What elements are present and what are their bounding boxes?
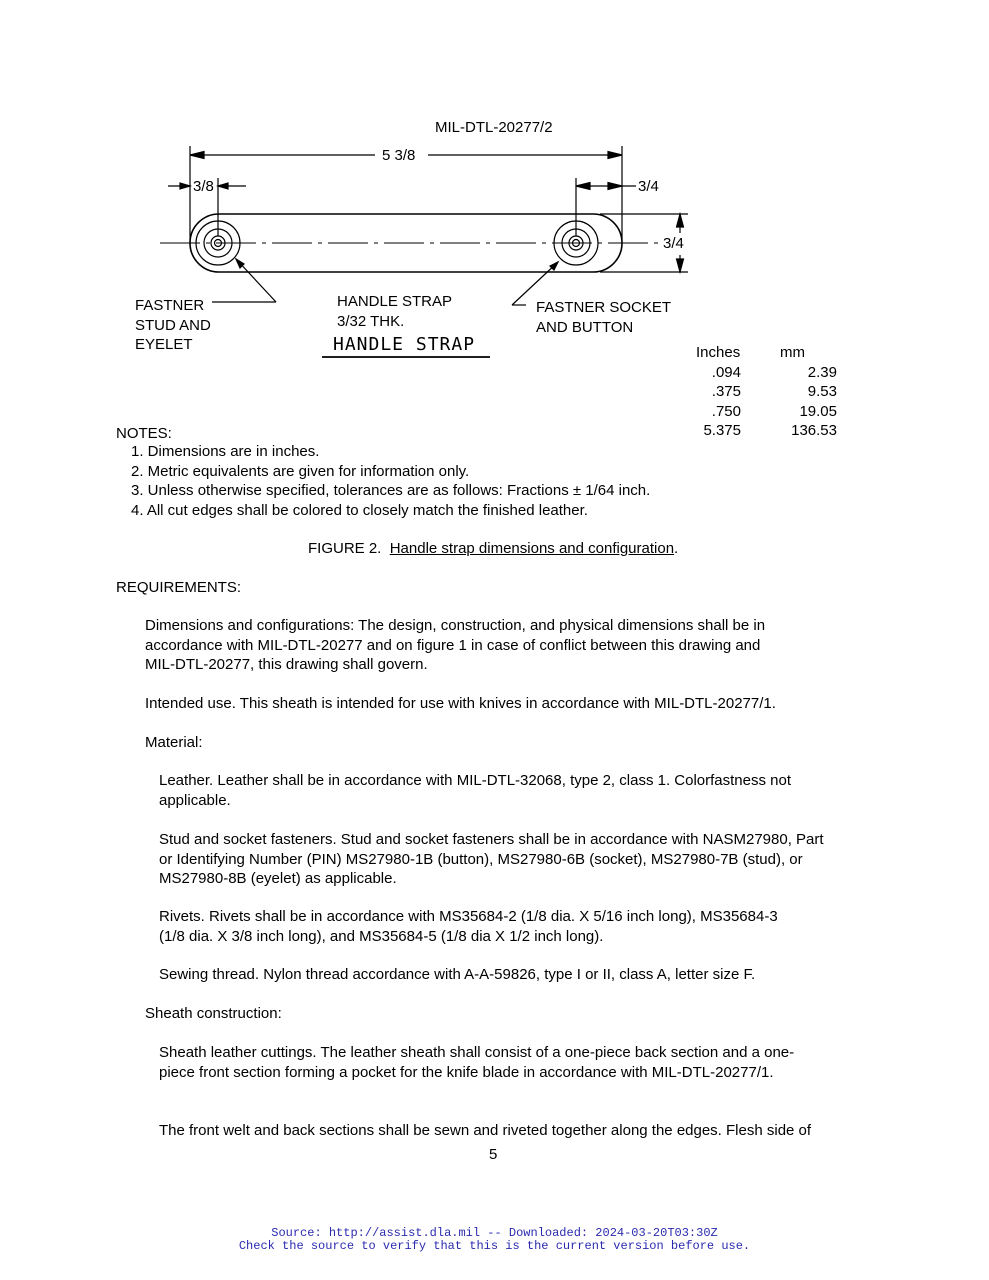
footer-source: Source: http://assist.dla.mil -- Downloaded: 2024-03-20T03:30Z — [271, 1226, 718, 1240]
thread-paragraph: Sewing thread. Nylon thread accordance with A-A-59826, type I or II, class A, letter size F. — [159, 966, 756, 983]
caption-label: FIGURE 2. — [308, 540, 382, 557]
mm-cell: 136.53 — [791, 422, 837, 439]
notes-heading: NOTES: — [116, 425, 172, 442]
dimensions-paragraph: Dimensions and configurations: The design, construction, and physical dimensions shall be in accordance with MIL-DTL-20277 and on figure 1 in case of conflict between this drawing and MIL-DTL-20277, this drawing shall govern. — [145, 617, 766, 673]
inches-cell: .094 — [711, 363, 741, 381]
dim-overall-label: 5 3/8 — [382, 147, 416, 164]
inches-cell: .750 — [711, 402, 741, 420]
table-row — [683, 363, 850, 383]
inches-cell: .375 — [711, 383, 741, 400]
inches-cell: 5.375 — [703, 422, 741, 439]
header-inches: Inches — [696, 344, 741, 361]
mm-cell: 19.05 — [799, 402, 837, 420]
page-number: 5 — [489, 1146, 498, 1163]
notes-list — [131, 442, 650, 520]
footer-check: Check the source to verify that this is the current version before use. — [238, 1239, 751, 1253]
caption-text: Handle strap dimensions and configuration — [389, 540, 675, 557]
list-item: 1. Dimensions are in inches. — [131, 443, 320, 460]
label-stud: FASTNER STUD AND EYELET — [135, 297, 211, 353]
table-row — [683, 402, 850, 422]
mm-cell: 2.39 — [807, 363, 837, 381]
list-item: 3. Unless otherwise specified, tolerances are as follows: Fractions ± 1/64 inch. — [131, 482, 651, 499]
dim-height-label: 3/4 — [663, 235, 684, 252]
conversion-table — [683, 343, 850, 441]
table-row — [683, 382, 850, 402]
dim-left-offset-label: 3/8 — [193, 178, 214, 195]
mm-cell: 9.53 — [807, 383, 837, 400]
fasteners-paragraph: Stud and socket fasteners. Stud and socket fasteners shall be in accordance with NASM27980, Part or Identifying Number (PIN) MS27980-1B (button), MS27980-6B (socket), MS27980-7B (stud), or MS27980-8B (eyelet) as applicable. — [159, 831, 824, 887]
header-mm: mm — [780, 344, 805, 361]
table-row — [683, 421, 850, 441]
requirements-heading: REQUIREMENTS: — [116, 579, 242, 596]
document-id: MIL-DTL-20277/2 — [435, 119, 553, 136]
cuttings-paragraph: Sheath leather cuttings. The leather sheath shall consist of a one-piece back section and a one- piece front section forming a pocket for the knife blade in accordance with MIL-DTL-20277/1. — [159, 1044, 795, 1081]
material-heading: Material: — [145, 734, 203, 751]
list-item: 2. Metric equivalents are given for information only. — [131, 462, 470, 480]
drawing-title: HANDLE STRAP — [333, 334, 476, 355]
leather-paragraph: Leather. Leather shall be in accordance with MIL-DTL-32068, type 2, class 1. Colorfastness not applicable. — [159, 772, 792, 809]
label-socket: FASTNER SOCKET AND BUTTON — [536, 299, 672, 336]
figure-caption — [308, 539, 678, 558]
conversion-header-row — [683, 343, 850, 363]
intended-use-paragraph: Intended use. This sheath is intended for use with knives in accordance with MIL-DTL-20277/1. — [145, 695, 776, 712]
welt-paragraph: The front welt and back sections shall be sewn and riveted together along the edges. Flesh side of — [159, 1122, 812, 1139]
dim-right-offset-label: 3/4 — [638, 178, 659, 195]
label-strap: HANDLE STRAP 3/32 THK. — [337, 293, 453, 330]
sheath-heading: Sheath construction: — [145, 1005, 282, 1022]
rivets-paragraph: Rivets. Rivets shall be in accordance with MS35684-2 (1/8 dia. X 5/16 inch long), MS35684-3 (1/8 dia. X 3/8 inch long), and MS35684-5 (1/8 dia X 1/2 inch long). — [159, 908, 778, 945]
caption-end: . — [674, 540, 679, 557]
list-item: 4. All cut edges shall be colored to closely match the finished leather. — [131, 501, 588, 519]
